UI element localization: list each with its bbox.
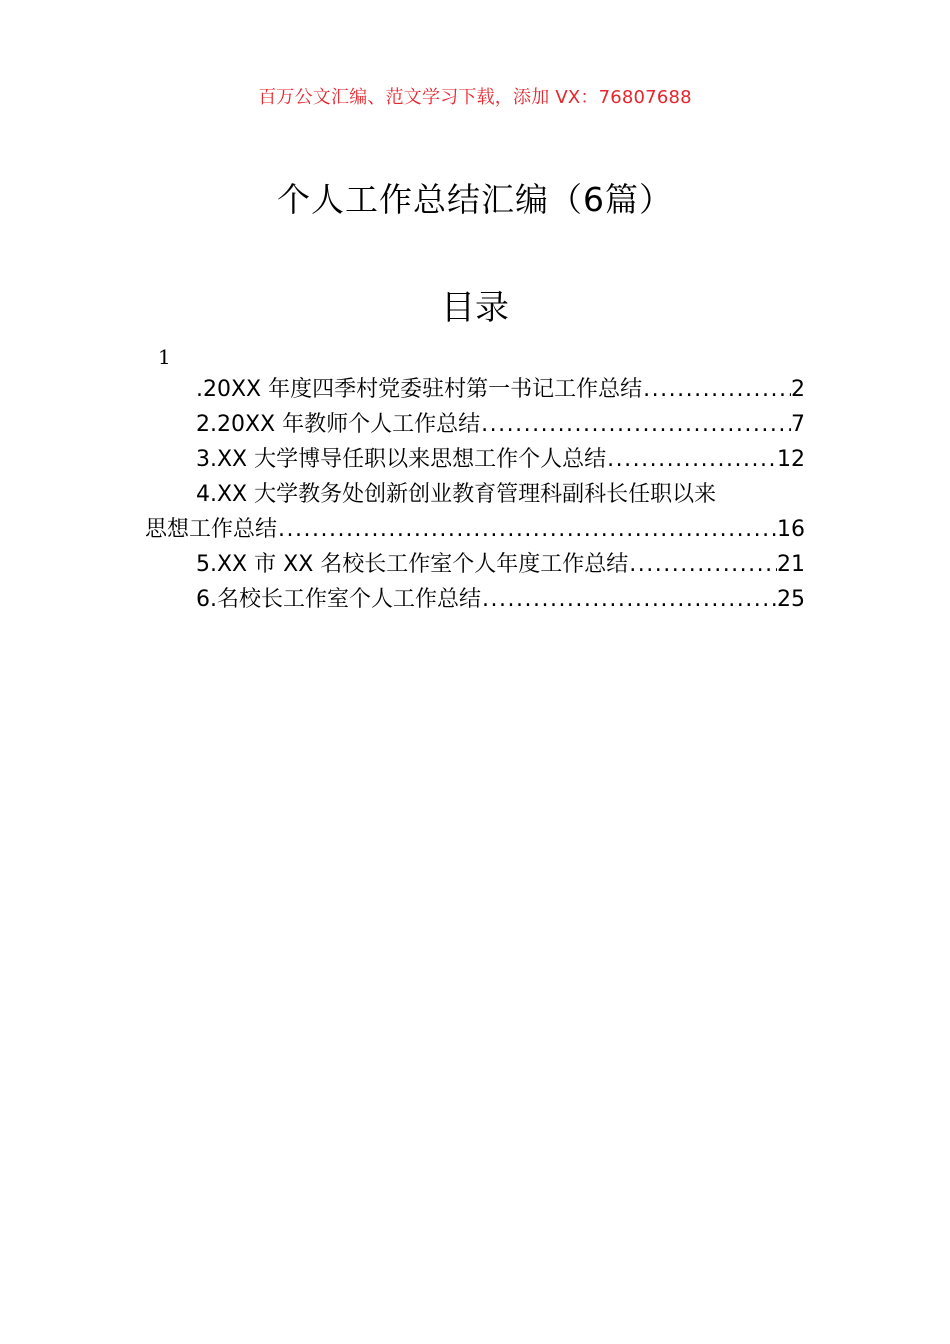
toc-entry-page: 2	[791, 377, 805, 402]
toc-entry-label: 2.20XX 年教师个人工作总结	[196, 412, 481, 437]
toc-entry-4[interactable]	[145, 477, 805, 547]
dot-leader	[628, 547, 777, 582]
toc-entry-3[interactable]	[145, 442, 805, 477]
toc-entry-page: 25	[777, 587, 805, 612]
toc-entry-label: 5.XX 市 XX 名校长工作室个人年度工作总结	[196, 552, 629, 577]
toc-entry-label: 3.XX 大学博导任职以来思想工作个人总结	[196, 447, 607, 472]
toc-heading: 目录	[441, 288, 509, 328]
toc-entry-label: 6.名校长工作室个人工作总结	[196, 587, 481, 612]
toc-entry-2[interactable]	[145, 407, 805, 442]
dot-leader	[642, 372, 791, 407]
toc-entry-page: 12	[777, 447, 805, 472]
toc-entry-label-line1: 4.XX 大学教务处创新创业教育管理科副科长任职以来	[196, 482, 717, 507]
toc-entry-label-line2: 思想工作总结	[145, 517, 278, 542]
dot-leader	[480, 407, 791, 442]
toc-entry-label: .20XX 年度四季村党委驻村第一书记工作总结	[196, 377, 643, 402]
toc-entry-page: 16	[777, 517, 805, 542]
document-title: 个人工作总结汇编（6篇）	[277, 180, 673, 219]
toc-entry-5[interactable]	[145, 547, 805, 582]
table-of-contents	[145, 372, 805, 617]
toc-entry-page: 7	[791, 412, 805, 437]
dot-leader	[277, 512, 777, 547]
toc-entry-page: 21	[777, 552, 805, 577]
toc-entry-1[interactable]	[145, 372, 805, 407]
stray-list-number: 1	[158, 345, 171, 369]
dot-leader	[606, 442, 777, 477]
promo-header-note: 百万公文汇编、范文学习下载，添加 VX：76807688	[258, 87, 692, 108]
dot-leader	[481, 582, 777, 617]
toc-entry-6[interactable]	[145, 582, 805, 617]
